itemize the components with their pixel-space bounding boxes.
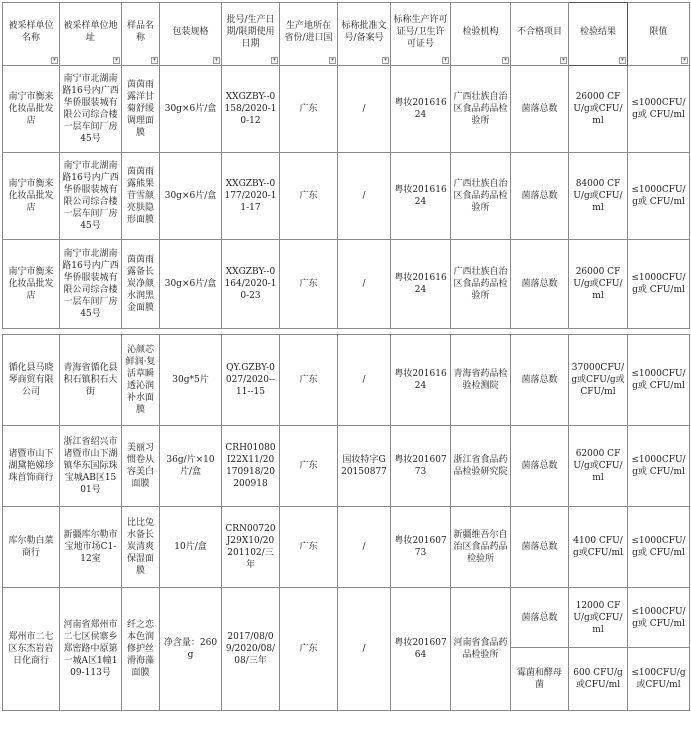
cell-result[interactable]: 26000 CFU/g或CFU/ml	[569, 66, 628, 153]
cell-license[interactable]: 粤妆20161624	[391, 66, 451, 153]
results-table	[2, 2, 690, 711]
header-label: 生产地所在省份/进口国	[284, 20, 333, 43]
cell-spec[interactable]: 净含量：260g	[160, 588, 222, 711]
cell-result[interactable]: 26000 CFU/g或CFU/ml	[569, 240, 628, 329]
cell-origin[interactable]: 广东	[280, 507, 338, 588]
cell-product[interactable]: 美丽习惯卷从容美白面膜	[122, 426, 160, 507]
cell-product[interactable]: 沁颜芯鲜润·复活草瞬透沁润补水面膜	[122, 335, 160, 426]
cell-license[interactable]: 粤妆20161624	[391, 335, 451, 426]
cell-address[interactable]: 河南省郑州市二七区侯寨乡郑密路中原第一城A区1幢109-113号	[60, 588, 122, 711]
cell-unit[interactable]: 库尔勒白菜商行	[3, 507, 60, 588]
cell-origin[interactable]: 广东	[280, 335, 338, 426]
header-label: 标称批准文号/备案号	[341, 20, 387, 43]
header-label: 样品名称	[126, 20, 154, 43]
header-unit[interactable]	[3, 3, 60, 66]
cell-spec[interactable]: 30g×6片/盒	[160, 153, 222, 240]
header-product[interactable]	[122, 3, 160, 66]
table-row	[3, 507, 690, 588]
header-label: 不合格项目	[516, 26, 562, 37]
cell-spec[interactable]: 30g×6片/盒	[160, 240, 222, 329]
cell-license[interactable]: 粤妆20160764	[391, 588, 451, 711]
cell-unit[interactable]: 循化县马晓琴商贸有限公司	[3, 335, 60, 426]
cell-license[interactable]: 粤妆20161624	[391, 240, 451, 329]
header-item[interactable]	[511, 3, 569, 66]
cell-result[interactable]: 62000 CFU/g或CFU/ml	[569, 426, 628, 507]
cell-spec[interactable]: 36g/片×10片/盒	[160, 426, 222, 507]
cell-batch[interactable]: CRN00720J29X10/20201102/三年	[222, 507, 280, 588]
filter-dropdown-icon[interactable]: ▾	[619, 57, 626, 64]
cell-item[interactable]: 菌落总数	[511, 240, 569, 329]
cell-product[interactable]: 茵茵雨露熊果苷雪颜亮肤隐形面膜	[122, 153, 160, 240]
cell-approval[interactable]: /	[338, 507, 391, 588]
filter-dropdown-icon[interactable]: ▾	[271, 57, 278, 64]
cell-product[interactable]: 纤之恋本色润修护丝滑海藻面膜	[122, 588, 160, 711]
cell-lab[interactable]: 青海省药品检验检测院	[451, 335, 511, 426]
cell-approval[interactable]: /	[338, 335, 391, 426]
header-origin[interactable]	[280, 3, 338, 66]
cell-limit[interactable]: ≤1000CFU/g或 CFU/ml	[628, 240, 690, 329]
header-label: 批号/生产日期/限期使用日期	[226, 14, 275, 49]
cell-limit[interactable]: ≤1000CFU/g或 CFU/ml	[628, 66, 690, 153]
filter-dropdown-icon[interactable]: ▾	[681, 57, 688, 64]
cell-origin[interactable]: 广东	[280, 153, 338, 240]
cell-result[interactable]: 84000 CFU/g或CFU/ml	[569, 153, 628, 240]
cell-origin[interactable]: 广东	[280, 240, 338, 329]
cell-item[interactable]: 菌落总数	[511, 66, 569, 153]
cell-result[interactable]: 600 CFU/g或CFU/ml	[569, 648, 628, 711]
cell-origin[interactable]: 广东	[280, 588, 338, 711]
cell-lab[interactable]: 广西壮族自治区食品药品检验所	[451, 240, 511, 329]
cell-license[interactable]: 粤妆20160773	[391, 426, 451, 507]
cell-result[interactable]: 4100 CFU/g或CFU/ml	[569, 507, 628, 588]
filter-dropdown-icon[interactable]: ▾	[329, 57, 336, 64]
filter-dropdown-icon[interactable]: ▾	[51, 57, 58, 64]
header-label: 限值	[649, 26, 668, 37]
cell-unit[interactable]: 南宁市衡来化妆品批发店	[3, 153, 60, 240]
cell-limit[interactable]: ≤100CFU/g或CFU/ml	[628, 648, 690, 711]
cell-lab[interactable]: 广西壮族自治区食品药品检验所	[451, 153, 511, 240]
table-row	[3, 153, 690, 240]
header-label: 被采样单位地址	[63, 20, 118, 43]
cell-spec[interactable]: 30g*5片	[160, 335, 222, 426]
cell-item[interactable]: 菌落总数	[511, 153, 569, 240]
header-batch[interactable]	[222, 3, 280, 66]
cell-address[interactable]: 青海省循化县积石镇积石大街	[60, 335, 122, 426]
filter-dropdown-icon[interactable]: ▾	[382, 57, 389, 64]
cell-spec[interactable]: 30g×6片/盒	[160, 66, 222, 153]
cell-origin[interactable]: 广东	[280, 66, 338, 153]
cell-address[interactable]: 南宁市北湖南路16号内广西华侨服装城有限公司综合楼一层车间厂房45号	[60, 66, 122, 153]
cell-approval[interactable]: /	[338, 153, 391, 240]
header-label: 检验结果	[579, 26, 616, 37]
header-label: 标称生产许可证号/卫生许可证号	[393, 14, 448, 49]
cell-address[interactable]: 新疆库尔勒市宝地市场C1-12室	[60, 507, 122, 588]
table-row	[3, 335, 690, 426]
cell-lab[interactable]: 新疆维吾尔自治区食品药品检验所	[451, 507, 511, 588]
filter-dropdown-icon[interactable]: ▾	[213, 57, 220, 64]
header-label: 被采样单位名称	[8, 20, 54, 43]
cell-result[interactable]: 37000CFU/g或CFU/g或CFU/ml	[569, 335, 628, 426]
header-label: 检验机构	[462, 26, 499, 37]
table-row	[3, 588, 690, 648]
filter-dropdown-icon[interactable]: ▾	[113, 57, 120, 64]
cell-batch[interactable]: XXGZBY--0177/2020-11-17	[222, 153, 280, 240]
header-limit[interactable]	[628, 3, 690, 66]
cell-approval[interactable]: /	[338, 240, 391, 329]
cell-batch[interactable]: XXGZBY--0158/2020-10-12	[222, 66, 280, 153]
cell-item[interactable]: 菌落总数	[511, 426, 569, 507]
header-address[interactable]	[60, 3, 122, 66]
filter-dropdown-icon[interactable]: ▾	[151, 57, 158, 64]
table-row	[3, 426, 690, 507]
filter-dropdown-icon[interactable]: ▾	[560, 57, 567, 64]
cell-license[interactable]: 粤妆20161624	[391, 153, 451, 240]
cell-item[interactable]: 菌落总数	[511, 507, 569, 588]
header-label: 包装规格	[172, 26, 209, 37]
cell-batch[interactable]: QY.GZBY-0027/2020--11--15	[222, 335, 280, 426]
cell-license[interactable]: 粤妆20160773	[391, 507, 451, 588]
cell-item[interactable]: 霉菌和酵母菌	[511, 648, 569, 711]
header-license[interactable]	[391, 3, 451, 66]
cell-lab[interactable]: 广西壮族自治区食品药品检验所	[451, 66, 511, 153]
cell-item[interactable]: 菌落总数	[511, 335, 569, 426]
cell-approval[interactable]: 国妆特字G20150877	[338, 426, 391, 507]
table-row	[3, 66, 690, 153]
header-row	[3, 3, 690, 66]
cell-result[interactable]: 12000 CFU/g或CFU/ml	[569, 588, 628, 648]
cell-batch[interactable]: XXGZBY--0164/2020-10-23	[222, 240, 280, 329]
cell-address[interactable]: 南宁市北湖南路16号内广西华侨服装城有限公司综合楼一层车间厂房45号	[60, 240, 122, 329]
cell-batch[interactable]: CRH01080I22X11/20170918/20200918	[222, 426, 280, 507]
filter-dropdown-icon[interactable]: ▾	[442, 57, 449, 64]
cell-approval[interactable]: /	[338, 66, 391, 153]
cell-address[interactable]: 南宁市北湖南路16号内广西华侨服装城有限公司综合楼一层车间厂房45号	[60, 153, 122, 240]
cell-unit[interactable]: 郑州市二七区东杰岩岩日化商行	[3, 588, 60, 711]
cell-product[interactable]: 比比兔水备长炭清爽保湿面膜	[122, 507, 160, 588]
cell-batch[interactable]: 2017/08/09/2020/08/08/三年	[222, 588, 280, 711]
cell-product[interactable]: 茵茵雨露洋甘菊舒缓调理面膜	[122, 66, 160, 153]
cell-item[interactable]: 菌落总数	[511, 588, 569, 648]
cell-unit[interactable]: 南宁市衡来化妆品批发店	[3, 240, 60, 329]
filter-dropdown-icon[interactable]: ▾	[502, 57, 509, 64]
header-spec[interactable]	[160, 3, 222, 66]
cell-origin[interactable]: 广东	[280, 426, 338, 507]
cell-spec[interactable]: 10片/盒	[160, 507, 222, 588]
cell-product[interactable]: 茵茵雨露备长炭净颜水润黑金面膜	[122, 240, 160, 329]
cell-unit[interactable]: 诸暨市山下湖黛艳娣珍珠首饰商行	[3, 426, 60, 507]
header-lab[interactable]	[451, 3, 511, 66]
cell-limit[interactable]: ≤1000CFU/g或 CFU/ml	[628, 588, 690, 648]
cell-lab[interactable]: 浙江省食品药品检验研究院	[451, 426, 511, 507]
cell-lab[interactable]: 河南省食品药品检验所	[451, 588, 511, 711]
cell-approval[interactable]: /	[338, 588, 391, 711]
header-approval[interactable]	[338, 3, 391, 66]
cell-address[interactable]: 浙江省绍兴市诸暨市山下湖镇华东国际珠宝城AB区1501号	[60, 426, 122, 507]
table-row	[3, 240, 690, 329]
cell-limit[interactable]: ≤1000CFU/g或 CFU/ml	[628, 335, 690, 426]
results-sheet	[2, 2, 689, 711]
cell-limit[interactable]: ≤1000CFU/g或 CFU/ml	[628, 426, 690, 507]
header-result[interactable]	[569, 3, 628, 66]
cell-limit[interactable]: ≤1000CFU/g或 CFU/ml	[628, 507, 690, 588]
cell-unit[interactable]: 南宁市衡来化妆品批发店	[3, 66, 60, 153]
cell-limit[interactable]: ≤1000CFU/g或 CFU/ml	[628, 153, 690, 240]
